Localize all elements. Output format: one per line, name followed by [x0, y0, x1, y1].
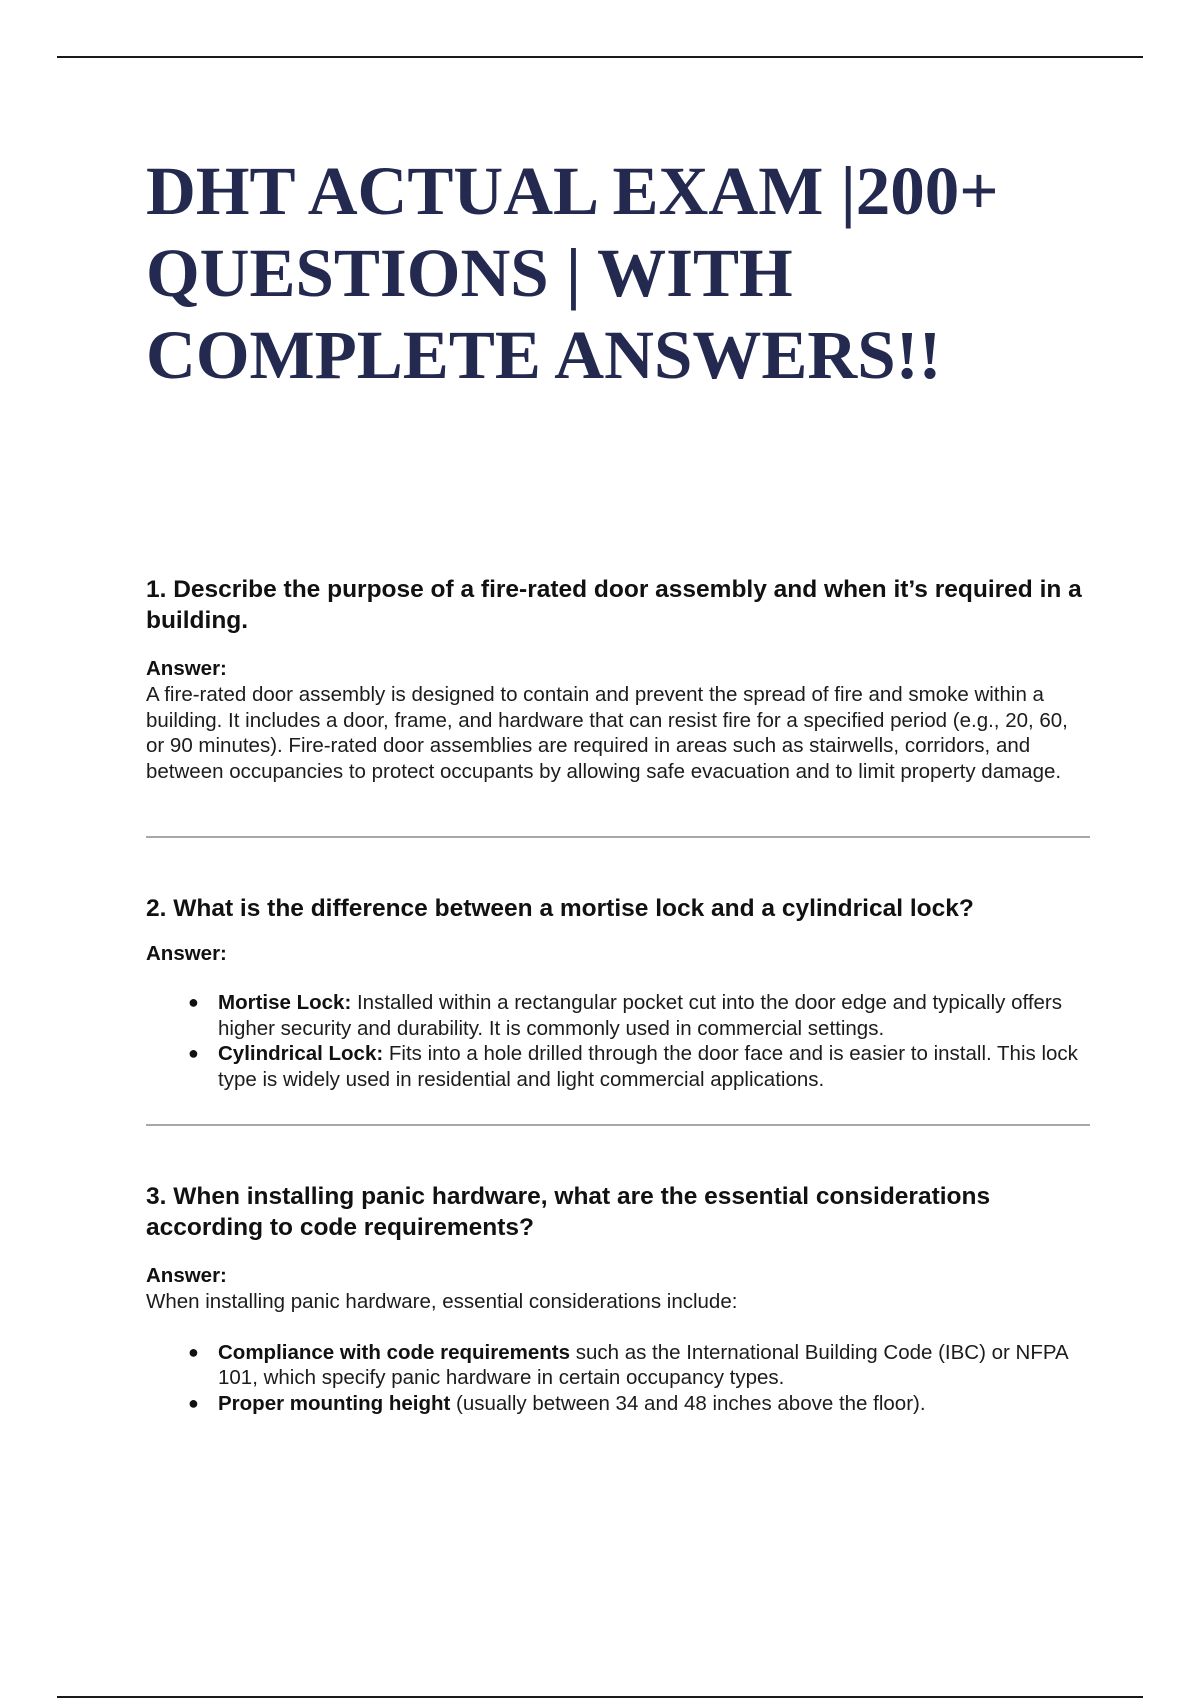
- question-3-heading: 3. When installing panic hardware, what are the essential considerations according to code requirements?: [146, 1183, 991, 1241]
- list-item: [146, 1391, 1090, 1417]
- question-3: [146, 1181, 1090, 1416]
- bullet-icon: ●: [188, 1043, 199, 1064]
- bullet-text: Installed within a rectangular pocket cut into the door edge and typically offers higher security and durability. It is commonly used in commercial settings.: [218, 991, 1062, 1040]
- bullet-text: Fits into a hole drilled through the door face and is easier to install. This lock type is widely used in residential and light commercial applications.: [218, 1042, 1078, 1091]
- question-2-heading: 2. What is the difference between a mortise lock and a cylindrical lock?: [146, 895, 974, 922]
- list-item: [146, 990, 1090, 1041]
- question-3-intro: When installing panic hardware, essential considerations include:: [146, 1290, 738, 1313]
- section-divider: [146, 1124, 1090, 1126]
- question-1: [146, 574, 1090, 784]
- top-rule: [57, 56, 1143, 58]
- bullet-term: Proper mounting height: [218, 1391, 451, 1415]
- bullet-text: such as the International Building Code (IBC) or NFPA 101, which specify panic hardware in certain occupancy types.: [218, 1340, 1068, 1390]
- question-1-answer: A fire-rated door assembly is designed to contain and prevent the spread of fire and smoke within a building. It includes a door, frame, and hardware that can resist fire for a specified period (e.g., 20, 60, or 90 minutes). Fire-rated door assemblies are required in areas such as stairwells, corridors, and between occupancies to protect occupants by allowing safe evacuation and to limit property damage.: [146, 683, 1068, 783]
- question-2-bullet-list: [146, 990, 1090, 1092]
- bottom-rule: [57, 1696, 1143, 1698]
- question-2: [146, 893, 1090, 1092]
- document-title: DHT ACTUAL EXAM |200+ QUESTIONS | WITH COMPLETE ANSWERS!!: [146, 153, 999, 393]
- bullet-term: Compliance with code requirements: [218, 1340, 570, 1364]
- bullet-icon: ●: [188, 1392, 199, 1413]
- answer-label: Answer:: [146, 1264, 227, 1287]
- answer-label: Answer:: [146, 942, 227, 965]
- bullet-icon: ●: [188, 1341, 199, 1362]
- answer-label: Answer:: [146, 657, 227, 680]
- question-1-heading: 1. Describe the purpose of a fire-rated door assembly and when it’s required in a building.: [146, 576, 1082, 634]
- bullet-text: (usually between 34 and 48 inches above the floor).: [450, 1391, 926, 1415]
- section-divider: [146, 836, 1090, 838]
- bullet-icon: ●: [188, 992, 199, 1012]
- bullet-term: Mortise Lock:: [218, 991, 352, 1014]
- bullet-term: Cylindrical Lock:: [218, 1042, 384, 1066]
- question-3-bullet-list: [146, 1340, 1090, 1417]
- list-item: [146, 1041, 1090, 1092]
- list-item: [146, 1340, 1090, 1391]
